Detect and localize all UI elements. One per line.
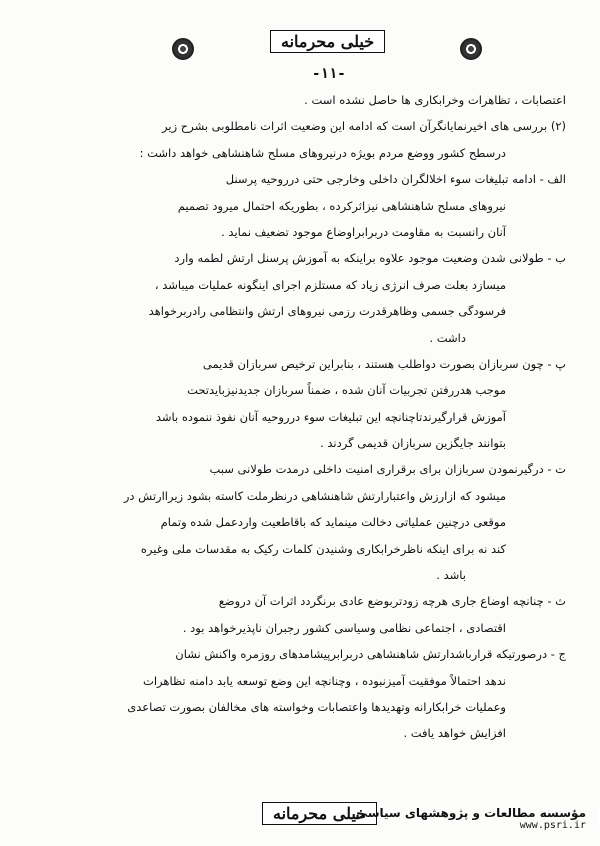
text-line: ب - طولانی شدن وضعیت موجود علاوه براینکه به آموزش پرسنل ارتش لطمه وارد [174, 251, 566, 266]
institute-logo [355, 798, 592, 838]
page-number: -۱۱- [312, 66, 346, 82]
text-line: (۲) بررسی های اخیرنمایانگرآن است که ادامه این وضعیت اثرات نامطلوبی بشرح زیر [162, 119, 566, 134]
text-line: فرسودگی جسمی وظاهرقدرت رزمی نیروهای ارتش وانتظامی رادربرخواهد [148, 304, 506, 319]
text-line: کند نه برای اینکه ناظرخرابکاری وشنیدن کلمات رکیک به مقدسات ملی وغیره [140, 541, 506, 556]
text-line: اقتصادی ، اجتماعی نظامی وسیاسی کشور رجبران ناپذیرخواهد بود . [182, 620, 506, 635]
seal-mark [460, 38, 482, 60]
text-line: ث - چنانچه اوضاع جاری هرچه زودتربوضع عادی برنگردد اثرات آن دروضع [218, 594, 566, 609]
text-line: داشت . [429, 330, 466, 345]
document-body [52, 92, 566, 752]
text-line: درسطح کشور ووضع مردم بویژه درنیروهای مسلح شاهنشاهی خواهد داشت : [139, 145, 506, 160]
text-line: موقعی درچنین عملیاتی دخالت مینماید که باقاطعیت واردعمل شده وتمام [160, 515, 506, 530]
text-line: ت - درگیرنمودن سربازان برای برقراری امنیت داخلی درمدت طولانی سبب [209, 462, 566, 477]
text-line: ندهد احتمالاً موفقیت آمیزنبوده ، وچنانچه این وضع توسعه یابد دامنه تظاهرات [143, 673, 506, 688]
text-line: پ - چون سربازان بصورت دواطلب هستند ، بنابراین ترخیص سربازان قدیمی [202, 356, 566, 371]
text-line: ج - درصورتیکه قرارباشدارتش شاهنشاهی دربرابرپیشامدهای روزمره واکنش نشان [175, 647, 566, 662]
text-line: وعملیات خرابکارانه وتهدیدها واعتصابات وخواسته های مخالفان بصورت تصاعدی [127, 699, 506, 714]
text-line: باشد . [436, 568, 466, 583]
text-line: اعتصابات ، تظاهرات وخرابکاری ها حاصل نشده است . [304, 93, 566, 107]
text-line: آنان رانسبت به مقاومت دربرابراوضاع موجود تضعیف نماید . [221, 224, 506, 239]
classification-stamp-top: خیلی محرمانه [270, 30, 385, 53]
seal-mark [172, 38, 194, 60]
text-line: بتوانند جایگزین سربازان قدیمی گردند . [320, 436, 506, 451]
institute-name: مؤسسه مطالعات و پژوهشهای سیاسی [355, 805, 586, 820]
text-line: نیروهای مسلح شاهنشاهی نیزاثرکرده ، بطوریکه احتمال میرود تصمیم [177, 198, 506, 213]
text-line: آموزش قرارگیرندتاچنانچه این تبلیغات سوء درروحیه آنان نفوذ ننموده باشد [155, 409, 506, 424]
classification-stamp-bottom: خیلی محرمانه [262, 802, 377, 825]
text-line: میسازد بعلت صرف انرژی زیاد که مستلزم اجرای اینگونه عملیات میباشد ، [154, 277, 506, 292]
text-line: میشود که ازارزش واعتبارارتش شاهنشاهی درنظرملت کاسته بشود زیراارتش در [123, 488, 506, 503]
text-line: افزایش خواهد یافت . [403, 726, 506, 741]
text-line: موجب هدررفتن تجربیات آنان شده ، ضمناً سربازان جدیدنیزبایدتحت [187, 383, 506, 398]
text-line: الف - ادامه تبلیغات سوء اخلالگران داخلی وخارجی حتی درروحیه پرسنل [225, 172, 566, 187]
institute-url: www.psri.ir [519, 819, 586, 831]
